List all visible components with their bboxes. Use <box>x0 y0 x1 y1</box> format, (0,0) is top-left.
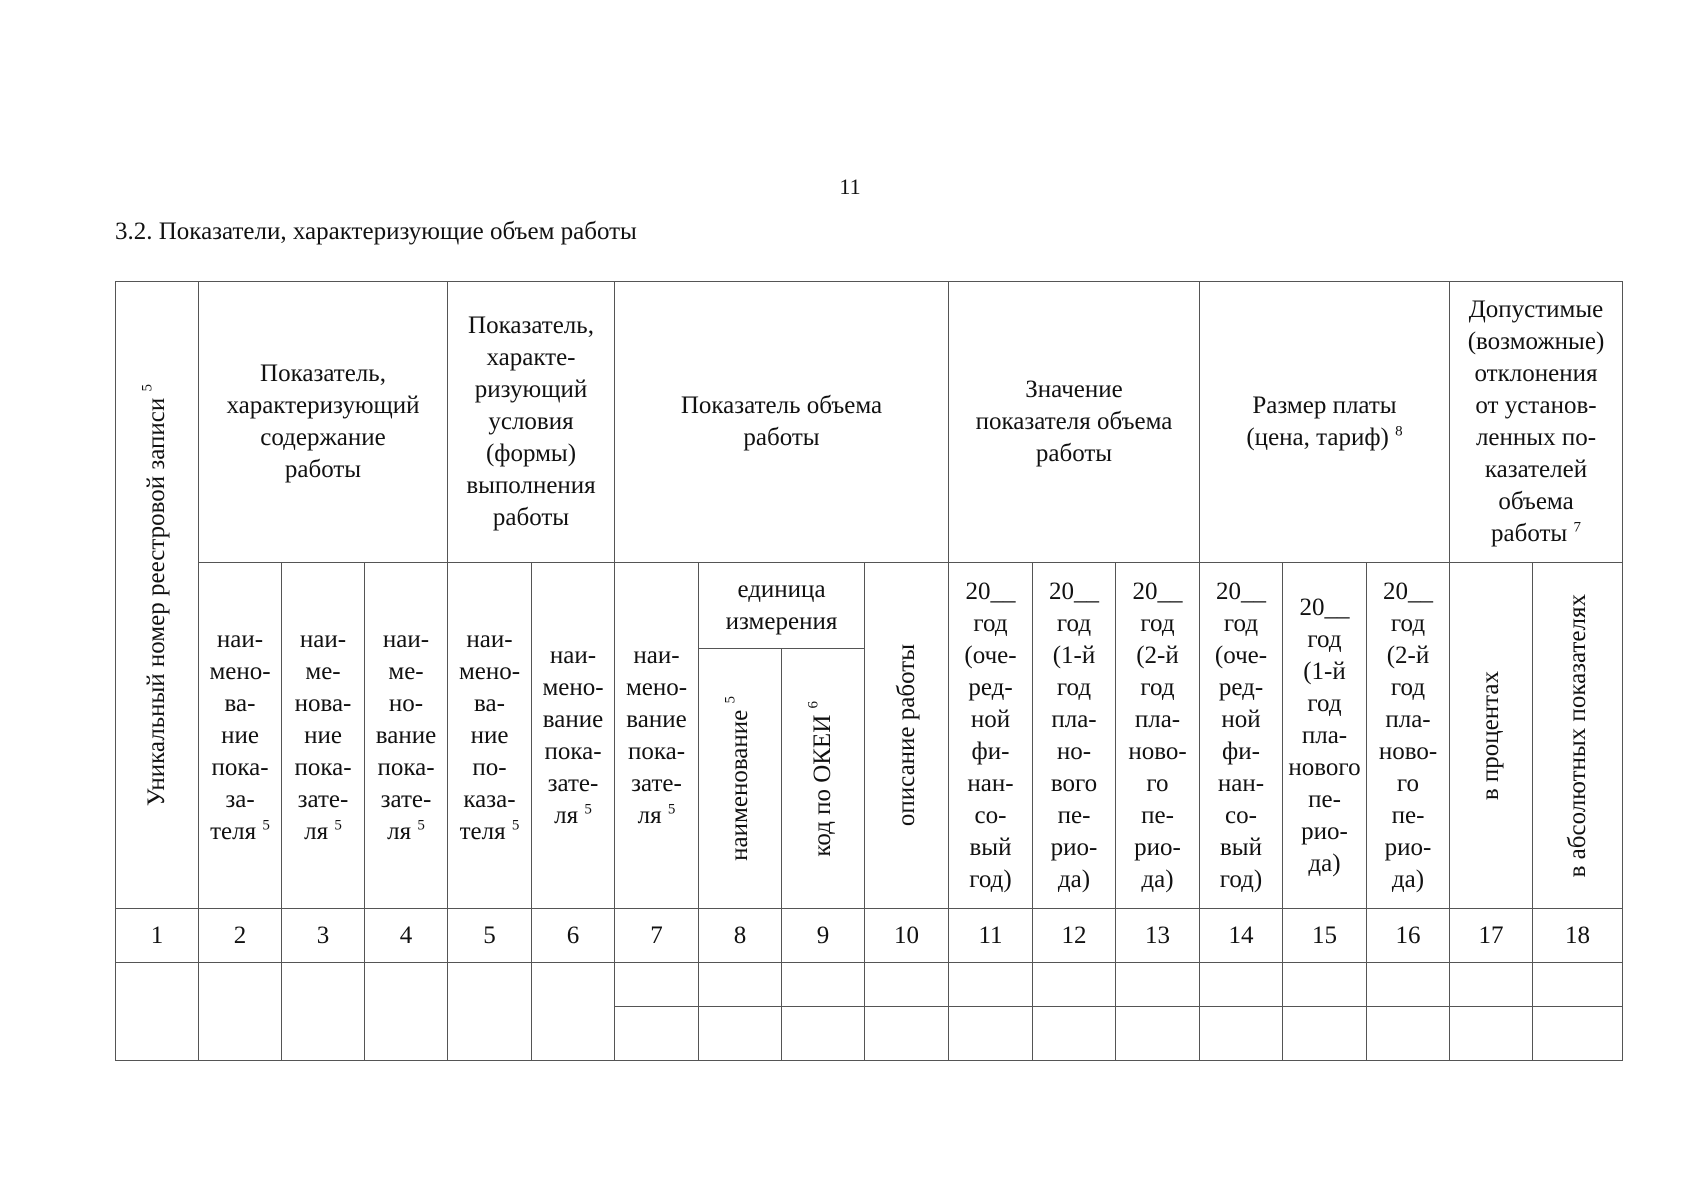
condition-name-2: наи- мено- вание пока- зате- ля $^5$ <box>532 563 615 909</box>
unit-name-label: наименование <box>726 709 753 861</box>
column-number: 13 <box>1116 909 1200 963</box>
fee-label: Размер платы (цена, тариф) $^8$ <box>1246 392 1403 451</box>
footnote-ref: 7 <box>1573 519 1581 536</box>
unique-number-header <box>116 282 199 909</box>
column-number: 12 <box>1033 909 1116 963</box>
volume-name: наи- мено- вание пока- зате- ля $^5$ <box>615 563 699 909</box>
fee-header <box>1200 282 1450 563</box>
page-number: 11 <box>839 174 861 199</box>
content-name-3: наи- ме- но- вание пока- зате- ля $^5$ <box>365 563 448 909</box>
content-indicator-label: Показатель, характеризующий содержание работы <box>226 360 420 483</box>
empty-cell[interactable] <box>1283 1007 1367 1061</box>
unit-name-header <box>699 649 782 909</box>
volume-value-header <box>949 282 1200 563</box>
deviation-percent-label: в процентах <box>1477 670 1504 801</box>
footnote-ref: 5 <box>262 817 270 834</box>
unit-code-label: код по ОКЕИ <box>809 714 836 857</box>
empty-cell[interactable] <box>1533 963 1623 1007</box>
conditions-indicator-label: Показатель, характе- ризующий условия (формы) выполнения работы <box>466 312 596 531</box>
empty-cell[interactable] <box>1367 963 1450 1007</box>
volume-indicator-label: Показатель объема работы <box>680 392 883 451</box>
column-number: 8 <box>699 909 782 963</box>
column-number: 5 <box>448 909 532 963</box>
content-indicator-header <box>199 282 448 563</box>
content-name-1: наи- мено- ва- ние пока- за- теля $^5$ <box>199 563 282 909</box>
footnote-ref: 6 <box>805 700 822 709</box>
empty-cell[interactable] <box>1200 1007 1283 1061</box>
empty-cell[interactable] <box>365 963 448 1061</box>
unit-label: единица измерения <box>725 575 838 635</box>
work-volume-table <box>115 281 1623 1061</box>
column-number: 16 <box>1367 909 1450 963</box>
empty-cell[interactable] <box>1200 963 1283 1007</box>
empty-cell[interactable] <box>615 1007 699 1061</box>
condition-name-1: наи- мено- ва- ние по- каза- теля $^5$ <box>448 563 532 909</box>
footnote-ref: 5 <box>667 801 676 818</box>
empty-cell[interactable] <box>1533 1007 1623 1061</box>
empty-cell[interactable] <box>1283 963 1367 1007</box>
footnote-ref: 5 <box>417 817 425 834</box>
column-number: 18 <box>1533 909 1623 963</box>
column-number: 4 <box>365 909 448 963</box>
work-description-label: описание работы <box>892 644 920 827</box>
fee-year-plan-1: 20__ год (1-й год пла- нового пе- рио- да) <box>1283 563 1367 909</box>
empty-cell[interactable] <box>1033 963 1116 1007</box>
empty-cell[interactable] <box>782 963 865 1007</box>
empty-cell[interactable] <box>199 963 282 1061</box>
value-year-plan-2: 20__ год (2-й год пла- ново- го пе- рио- да) <box>1116 563 1200 909</box>
empty-cell[interactable] <box>865 1007 949 1061</box>
footnote-ref: 5 <box>511 817 520 834</box>
column-number: 11 <box>949 909 1033 963</box>
deviation-percent-header <box>1450 563 1533 909</box>
empty-cell[interactable] <box>615 963 699 1007</box>
empty-cell[interactable] <box>116 963 199 1061</box>
section-title: 3.2. Показатели, характеризующие объем работы <box>115 218 637 245</box>
empty-cell[interactable] <box>448 963 532 1061</box>
column-number: 15 <box>1283 909 1367 963</box>
empty-cell[interactable] <box>1450 1007 1533 1061</box>
empty-cell[interactable] <box>865 963 949 1007</box>
empty-cell[interactable] <box>782 1007 865 1061</box>
empty-cell[interactable] <box>1116 963 1200 1007</box>
column-number: 10 <box>865 909 949 963</box>
column-number: 3 <box>282 909 365 963</box>
empty-cell[interactable] <box>949 1007 1033 1061</box>
empty-cell[interactable] <box>1367 1007 1450 1061</box>
table-row <box>116 963 1623 1007</box>
conditions-indicator-header <box>448 282 615 563</box>
fee-year-plan-2: 20__ год (2-й год пла- ново- го пе- рио- да) <box>1367 563 1450 909</box>
volume-indicator-header <box>615 282 949 563</box>
column-number: 14 <box>1200 909 1283 963</box>
column-number: 2 <box>199 909 282 963</box>
empty-cell[interactable] <box>1033 1007 1116 1061</box>
footnote-ref: 5 <box>722 696 739 704</box>
deviation-absolute-label: в абсолютных показателях <box>1563 593 1591 878</box>
empty-cell[interactable] <box>282 963 365 1061</box>
column-number: 17 <box>1450 909 1533 963</box>
fee-year-current: 20__ год (оче- ред- ной фи- нан- со- вый год) <box>1200 563 1283 909</box>
value-year-plan-1: 20__ год (1-й год пла- но- вого пе- рио- да) <box>1033 563 1116 909</box>
empty-cell[interactable] <box>699 963 782 1007</box>
column-number: 9 <box>782 909 865 963</box>
footnote-ref: 5 <box>334 817 342 834</box>
unit-header <box>699 563 865 649</box>
deviation-label: Допустимые (возможные) отклонения от установ- ленных по- казателей объема работы $^7$ <box>1467 296 1605 547</box>
column-number-row <box>116 909 1623 963</box>
column-number: 1 <box>116 909 199 963</box>
deviation-header <box>1450 282 1623 563</box>
empty-cell[interactable] <box>949 963 1033 1007</box>
deviation-absolute-header <box>1533 563 1623 909</box>
footnote-ref: 5 <box>584 801 592 818</box>
empty-cell[interactable] <box>532 963 615 1061</box>
volume-value-label: Значение показателя объема работы <box>975 376 1173 467</box>
column-number: 6 <box>532 909 615 963</box>
footnote-ref: 5 <box>139 383 156 392</box>
work-description-header <box>865 563 949 909</box>
value-year-current: 20__ год (оче- ред- ной фи- нан- со- вый год) <box>949 563 1033 909</box>
unique-number-label: Уникальный номер реестровой записи <box>143 397 170 807</box>
column-number: 7 <box>615 909 699 963</box>
footnote-ref: 8 <box>1395 423 1403 440</box>
empty-cell[interactable] <box>699 1007 782 1061</box>
empty-cell[interactable] <box>1450 963 1533 1007</box>
empty-cell[interactable] <box>1116 1007 1200 1061</box>
content-name-2: наи- ме- нова- ние пока- зате- ля $^5$ <box>282 563 365 909</box>
unit-code-header <box>782 649 865 909</box>
